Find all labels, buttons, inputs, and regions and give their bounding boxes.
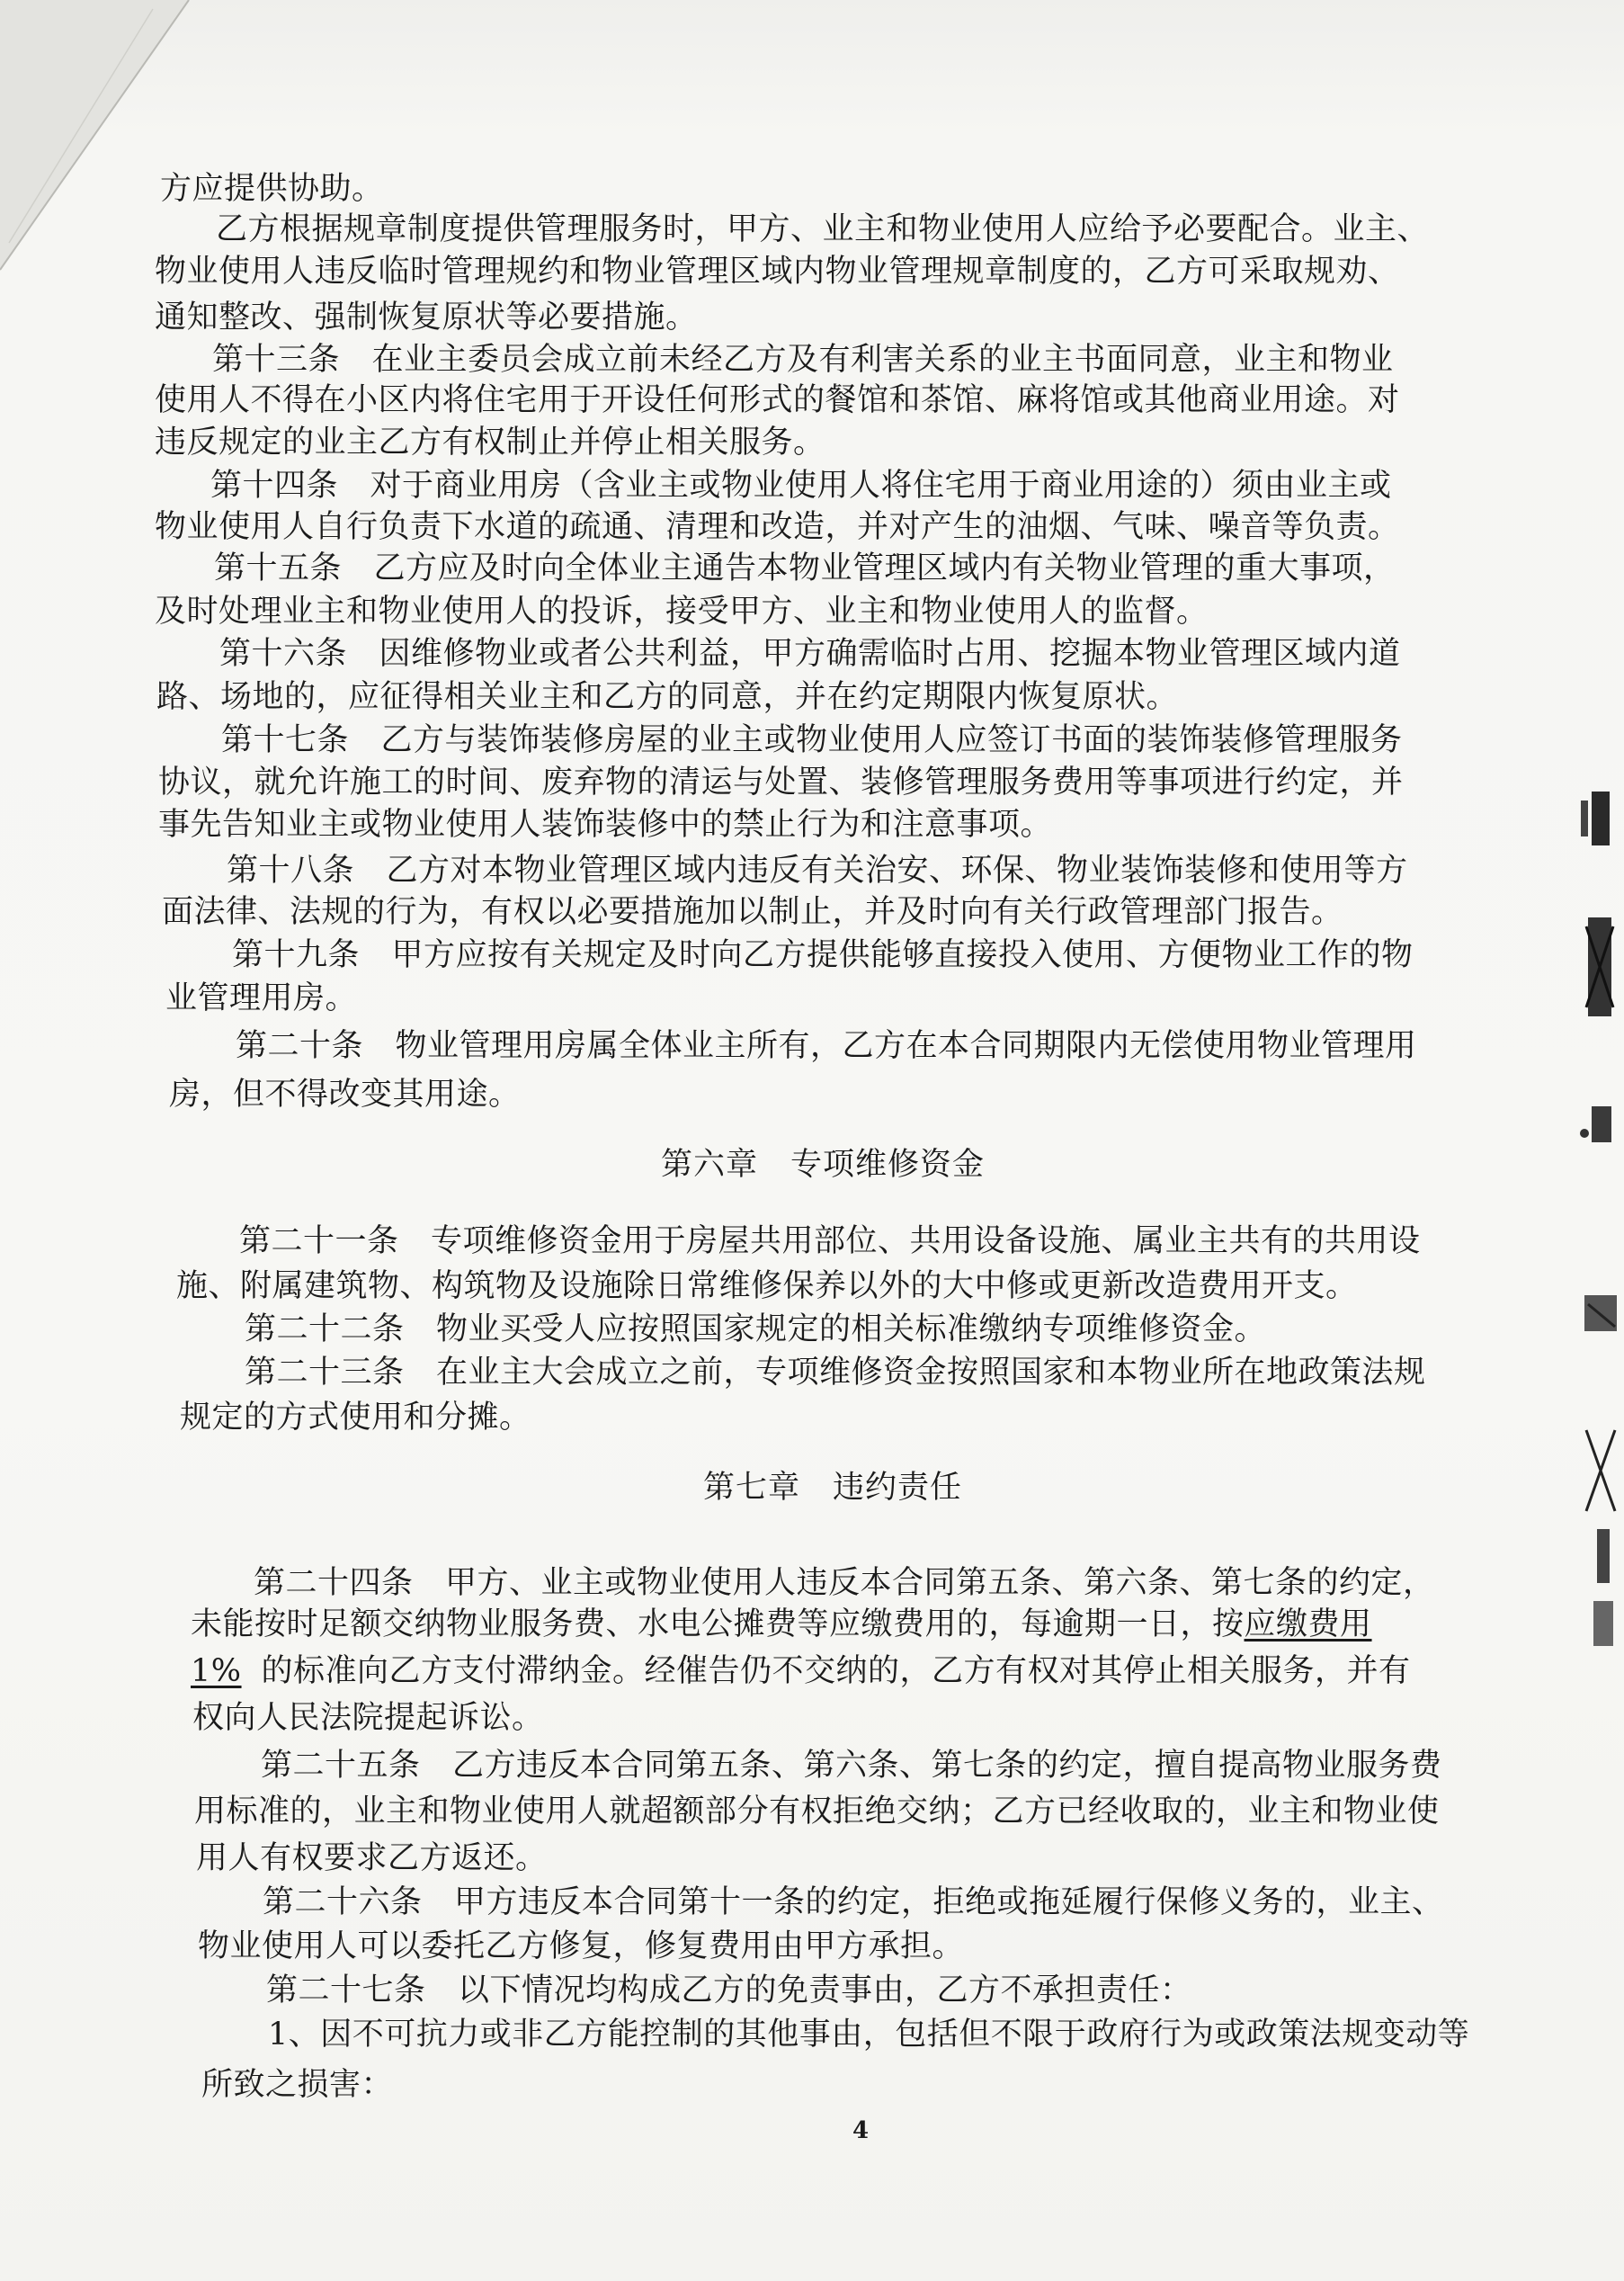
page-number: 4 <box>852 2117 870 2144</box>
article-19-line-2: 业管理用房。 <box>165 980 358 1016</box>
article-26-line-1: 第二十六条 甲方违反本合同第十一条的约定，拒绝或拖延履行保修义务的，业主、 <box>263 1884 1444 1920</box>
article-23-line-1: 第二十三条 在业主大会成立之前，专项维修资金按照国家和本物业所在地政策法规 <box>245 1355 1426 1391</box>
text-line-2: 乙方根据规章制度提供管理服务时，甲方、业主和物业使用人应给予必要配合。业主、 <box>216 211 1430 247</box>
article-24-line-2 <box>191 1606 1372 1642</box>
article-26-line-2: 物业使用人可以委托乙方修复，修复费用由甲方承担。 <box>198 1928 965 1964</box>
article-14-line-2: 物业使用人自行负责下水道的疏通、清理和改造，并对产生的油烟、气味、噪音等负责。 <box>155 509 1400 545</box>
article-24-line-2-text: 未能按时足额交纳物业服务费、水电公摊费等应缴费用的，每逾期一日，按 <box>191 1606 1245 1642</box>
article-13-line-1: 第十三条 在业主委员会成立前未经乙方及有利害关系的业主书面同意，业主和物业 <box>212 342 1394 378</box>
article-17-line-2: 协议，就允许施工的时间、废弃物的清运与处置、装修管理服务费用等事项进行约定，并 <box>158 765 1404 801</box>
article-23-line-2: 规定的方式使用和分摊。 <box>180 1400 531 1436</box>
article-14-line-1: 第十四条 对于商业用房（含业主或物业使用人将住宅用于商业用途的）须由业主或 <box>210 468 1392 504</box>
article-15-line-1: 第十五条 乙方应及时向全体业主通告本物业管理区域内有关物业管理的重大事项， <box>214 550 1396 586</box>
article-22-line-1: 第二十二条 物业买受人应按照国家规定的相关标准缴纳专项维修资金。 <box>245 1311 1267 1347</box>
text-line-4: 通知整改、强制恢复原状等必要措施。 <box>155 300 698 335</box>
underlined-late-fee-rate: 1% <box>191 1653 242 1689</box>
article-25-line-1: 第二十五条 乙方违反本合同第五条、第六条、第七条的约定，擅自提高物业服务费 <box>261 1748 1442 1784</box>
article-18-line-1: 第十八条 乙方对本物业管理区域内违反有关治安、环保、物业装饰装修和使用等方 <box>227 853 1408 889</box>
text-line-3: 物业使用人违反临时管理规约和物业管理区域内物业管理规章制度的，乙方可采取规劝、 <box>155 254 1400 290</box>
article-13-line-2: 使用人不得在小区内将住宅用于开设任何形式的餐馆和茶馆、麻将馆或其他商业用途。对 <box>155 382 1400 418</box>
article-24-line-1: 第二十四条 甲方、业主或物业使用人违反本合同第五条、第六条、第七条的约定， <box>254 1565 1435 1601</box>
underlined-fee-basis: 应缴费用 <box>1244 1606 1372 1642</box>
article-21-line-2: 施、附属建筑物、构筑物及设施除日常维修保养以外的大中修或更新改造费用开支。 <box>176 1268 1358 1304</box>
article-15-line-2: 及时处理业主和物业使用人的投诉，接受甲方、业主和物业使用人的监督。 <box>155 594 1209 630</box>
article-27-line-3: 所致之损害： <box>201 2067 394 2103</box>
article-27-line-2: 1、因不可抗力或非乙方能控制的其他事由，包括但不限于政府行为或政策法规变动等 <box>268 2017 1470 2053</box>
article-25-line-3: 用人有权要求乙方返还。 <box>196 1840 548 1876</box>
article-18-line-2: 面法律、法规的行为，有权以必要措施加以制止，并及时向有关行政管理部门报告。 <box>162 894 1343 930</box>
article-17-line-3: 事先告知业主或物业使用人装饰装修中的禁止行为和注意事项。 <box>158 807 1053 843</box>
article-17-line-1: 第十七条 乙方与装饰装修房屋的业主或物业使用人应签订书面的装饰装修管理服务 <box>221 722 1403 758</box>
article-24-line-4: 权向人民法院提起诉讼。 <box>192 1700 544 1736</box>
article-24-line-3-text: 的标准向乙方支付滞纳金。经催告仍不交纳的，乙方有权对其停止相关服务，并有 <box>261 1653 1411 1689</box>
text-line-1: 方应提供协助。 <box>160 171 384 207</box>
article-16-line-1: 第十六条 因维修物业或者公共利益，甲方确需临时占用、挖掘本物业管理区域内道 <box>219 636 1401 672</box>
article-21-line-1: 第二十一条 专项维修资金用于房屋共用部位、共用设备设施、属业主共有的共用设 <box>239 1223 1421 1259</box>
article-20-line-1: 第二十条 物业管理用房属全体业主所有，乙方在本合同期限内无偿使用物业管理用 <box>236 1028 1417 1064</box>
article-25-line-2: 用标准的，业主和物业使用人就超额部分有权拒绝交纳；乙方已经收取的，业主和物业使 <box>194 1793 1440 1829</box>
article-19-line-1: 第十九条 甲方应按有关规定及时向乙方提供能够直接投入使用、方便物业工作的物 <box>232 937 1414 973</box>
article-24-line-3 <box>191 1653 1411 1689</box>
article-13-line-3: 违反规定的业主乙方有权制止并停止相关服务。 <box>155 425 825 461</box>
article-16-line-2: 路、场地的，应征得相关业主和乙方的同意，并在约定期限内恢复原状。 <box>156 679 1179 715</box>
article-27-line-1: 第二十七条 以下情况均构成乙方的免责事由，乙方不承担责任： <box>266 1972 1192 2008</box>
chapter-7-heading: 第七章 违约责任 <box>703 1470 963 1506</box>
chapter-6-heading: 第六章 专项维修资金 <box>661 1147 986 1183</box>
article-20-line-2: 房，但不得改变其用途。 <box>169 1077 521 1113</box>
